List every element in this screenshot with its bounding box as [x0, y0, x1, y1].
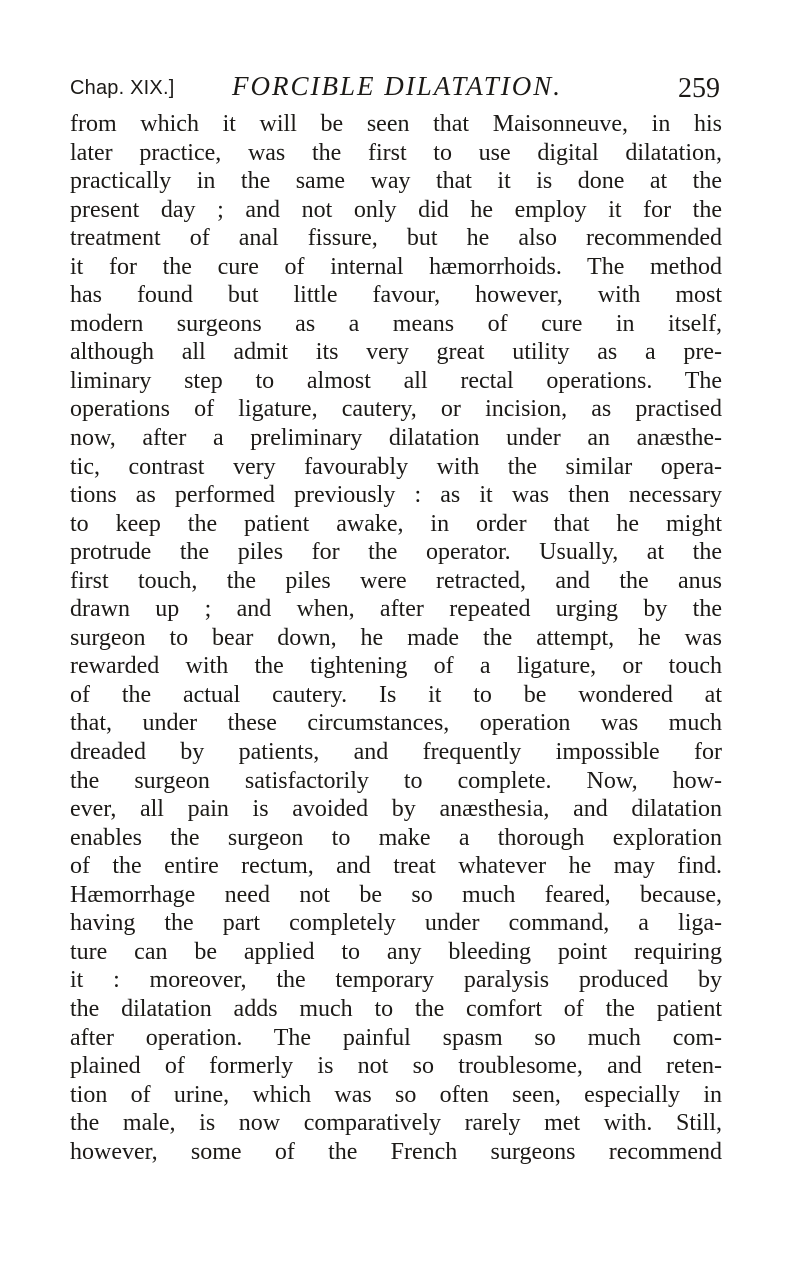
chapter-label: Chap. XIX.]: [70, 77, 175, 99]
text-line: plained of formerly is not so troublesome, and reten-: [70, 1053, 722, 1080]
text-line: although all admit its very great utility as a pre-: [70, 339, 722, 366]
text-line: present day ; and not only did he employ it for the: [70, 196, 722, 223]
text-line: that, under these circumstances, operation was much: [70, 710, 722, 737]
text-line: drawn up ; and when, after repeated urging by the: [70, 596, 722, 623]
running-head: [70, 71, 720, 111]
text-line: dreaded by patients, and frequently impossible for: [70, 739, 722, 766]
text-line: first touch, the piles were retracted, and the anus: [70, 567, 722, 594]
text-line: surgeon to bear down, he made the attempt, he was: [70, 624, 722, 651]
page-number: 259: [678, 73, 720, 104]
text-line: of the entire rectum, and treat whatever he may find.: [70, 853, 722, 880]
text-line: rewarded with the tightening of a ligature, or touch: [70, 653, 722, 680]
text-line: operations of ligature, cautery, or incision, as practised: [70, 396, 722, 423]
text-line: tions as performed previously : as it was then necessary: [70, 482, 722, 509]
text-line: tic, contrast very favourably with the similar opera-: [70, 453, 722, 480]
text-line: the dilatation adds much to the comfort of the patient: [70, 995, 722, 1022]
text-line: Hæmorrhage need not be so much feared, because,: [70, 881, 722, 908]
text-line: now, after a preliminary dilatation under an anæsthe-: [70, 425, 722, 452]
body-text: [70, 110, 722, 1166]
text-line: having the part completely under command, a liga-: [70, 910, 722, 937]
text-line: it for the cure of internal hæmorrhoids. The method: [70, 253, 722, 280]
text-line: to keep the patient awake, in order that he might: [70, 510, 722, 537]
text-line: the male, is now comparatively rarely met with. Still,: [70, 1110, 722, 1137]
text-line: protrude the piles for the operator. Usually, at the: [70, 539, 722, 566]
text-line: later practice, was the first to use digital dilatation,: [70, 139, 722, 166]
text-line: of the actual cautery. Is it to be wondered at: [70, 681, 722, 708]
text-line: tion of urine, which was so often seen, especially in: [70, 1081, 722, 1108]
text-line: however, some of the French surgeons recommend: [70, 1138, 722, 1165]
text-line: modern surgeons as a means of cure in itself,: [70, 310, 722, 337]
text-line: practically in the same way that it is done at the: [70, 168, 722, 195]
text-line: ever, all pain is avoided by anæsthesia, and dilatation: [70, 796, 722, 823]
running-title: FORCIBLE DILATATION.: [232, 71, 562, 101]
text-line: it : moreover, the temporary paralysis produced by: [70, 967, 722, 994]
text-line: from which it will be seen that Maisonneuve, in his: [70, 111, 722, 137]
text-line: ture can be applied to any bleeding point requiring: [70, 938, 722, 965]
text-line: liminary step to almost all rectal operations. The: [70, 367, 722, 394]
text-line: enables the surgeon to make a thorough exploration: [70, 824, 722, 851]
text-line: the surgeon satisfactorily to complete. Now, how-: [70, 767, 722, 794]
text-line: after operation. The painful spasm so much com-: [70, 1024, 722, 1051]
text-line: treatment of anal fissure, but he also recommended: [70, 225, 722, 252]
text-line: has found but little favour, however, with most: [70, 282, 722, 309]
